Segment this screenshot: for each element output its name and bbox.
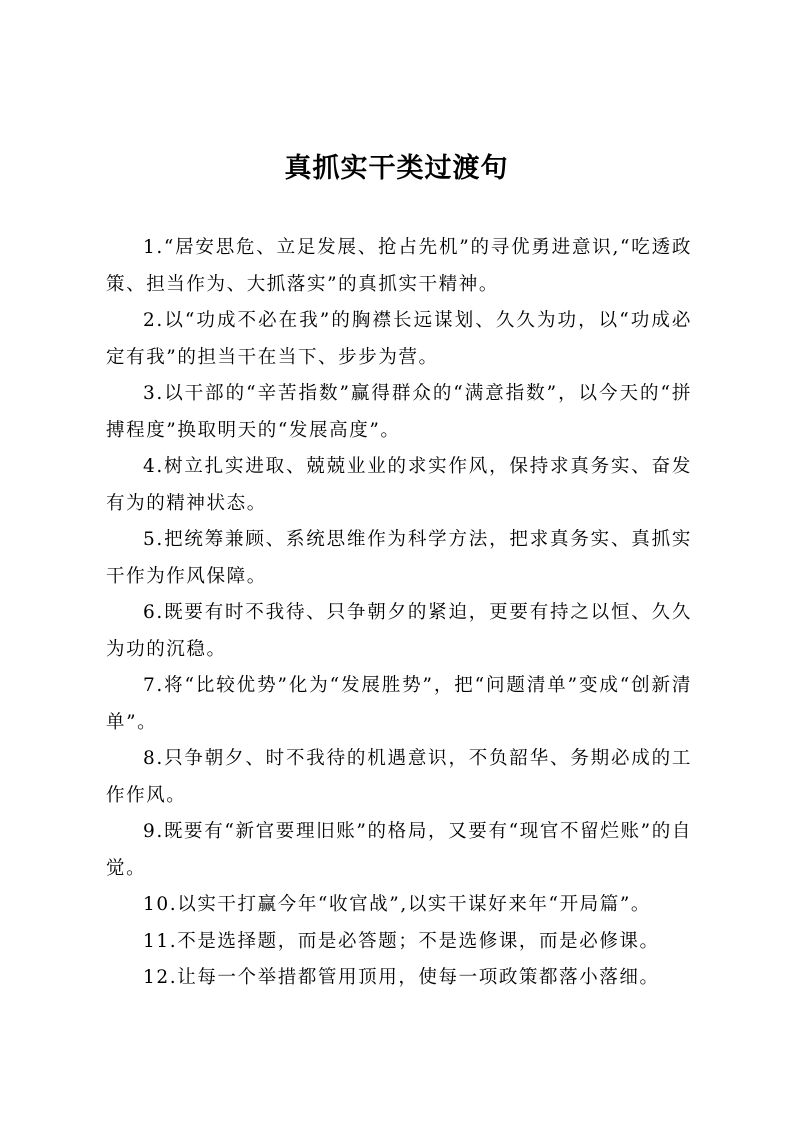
paragraph-6: 6.既要有时不我待、只争朝夕的紧迫，更要有持之以恒、久久为功的沉稳。 [106, 602, 692, 660]
paragraph-7: 7.将“比较优势”化为“发展胜势”，把“问题清单”变成“创新清单”。 [106, 675, 692, 733]
paragraph-5: 5.把统筹兼顾、系统思维作为科学方法，把求真务实、真抓实干作为作风保障。 [106, 529, 692, 587]
paragraph-1: 1.“居安思危、立足发展、抢占先机”的寻优勇进意识,“吃透政策、担当作为、大抓落实”的真抓实干精神。 [106, 237, 692, 295]
document-title: 真抓实干类过渡句 [284, 153, 509, 184]
paragraph-2: 2.以“功成不必在我”的胸襟长远谋划、久久为功，以“功成必定有我”的担当干在当下、步步为营。 [106, 310, 692, 368]
paragraph-8: 8.只争朝夕、时不我待的机遇意识，不负韶华、务期必成的工作作风。 [106, 748, 692, 806]
paragraph-9: 9.既要有“新官要理旧账”的格局，又要有“现官不留烂账”的自觉。 [106, 821, 692, 879]
document-body [106, 230, 692, 997]
paragraph-11: 11.不是选择题，而是必答题；不是选修课，而是必修课。 [143, 930, 660, 952]
paragraph-3: 3.以干部的“辛苦指数”赢得群众的“满意指数”，以今天的“拼搏程度”换取明天的“发展高度”。 [106, 383, 692, 441]
paragraph-12: 12.让每一个举措都管用顶用，使每一项政策都落小落细。 [143, 967, 660, 988]
paragraph-4: 4.树立扎实进取、兢兢业业的求实作风，保持求真务实、奋发有为的精神状态。 [106, 456, 692, 514]
paragraph-10: 10.以实干打赢今年“收官战”,以实干谋好来年“开局篇”。 [143, 894, 652, 915]
